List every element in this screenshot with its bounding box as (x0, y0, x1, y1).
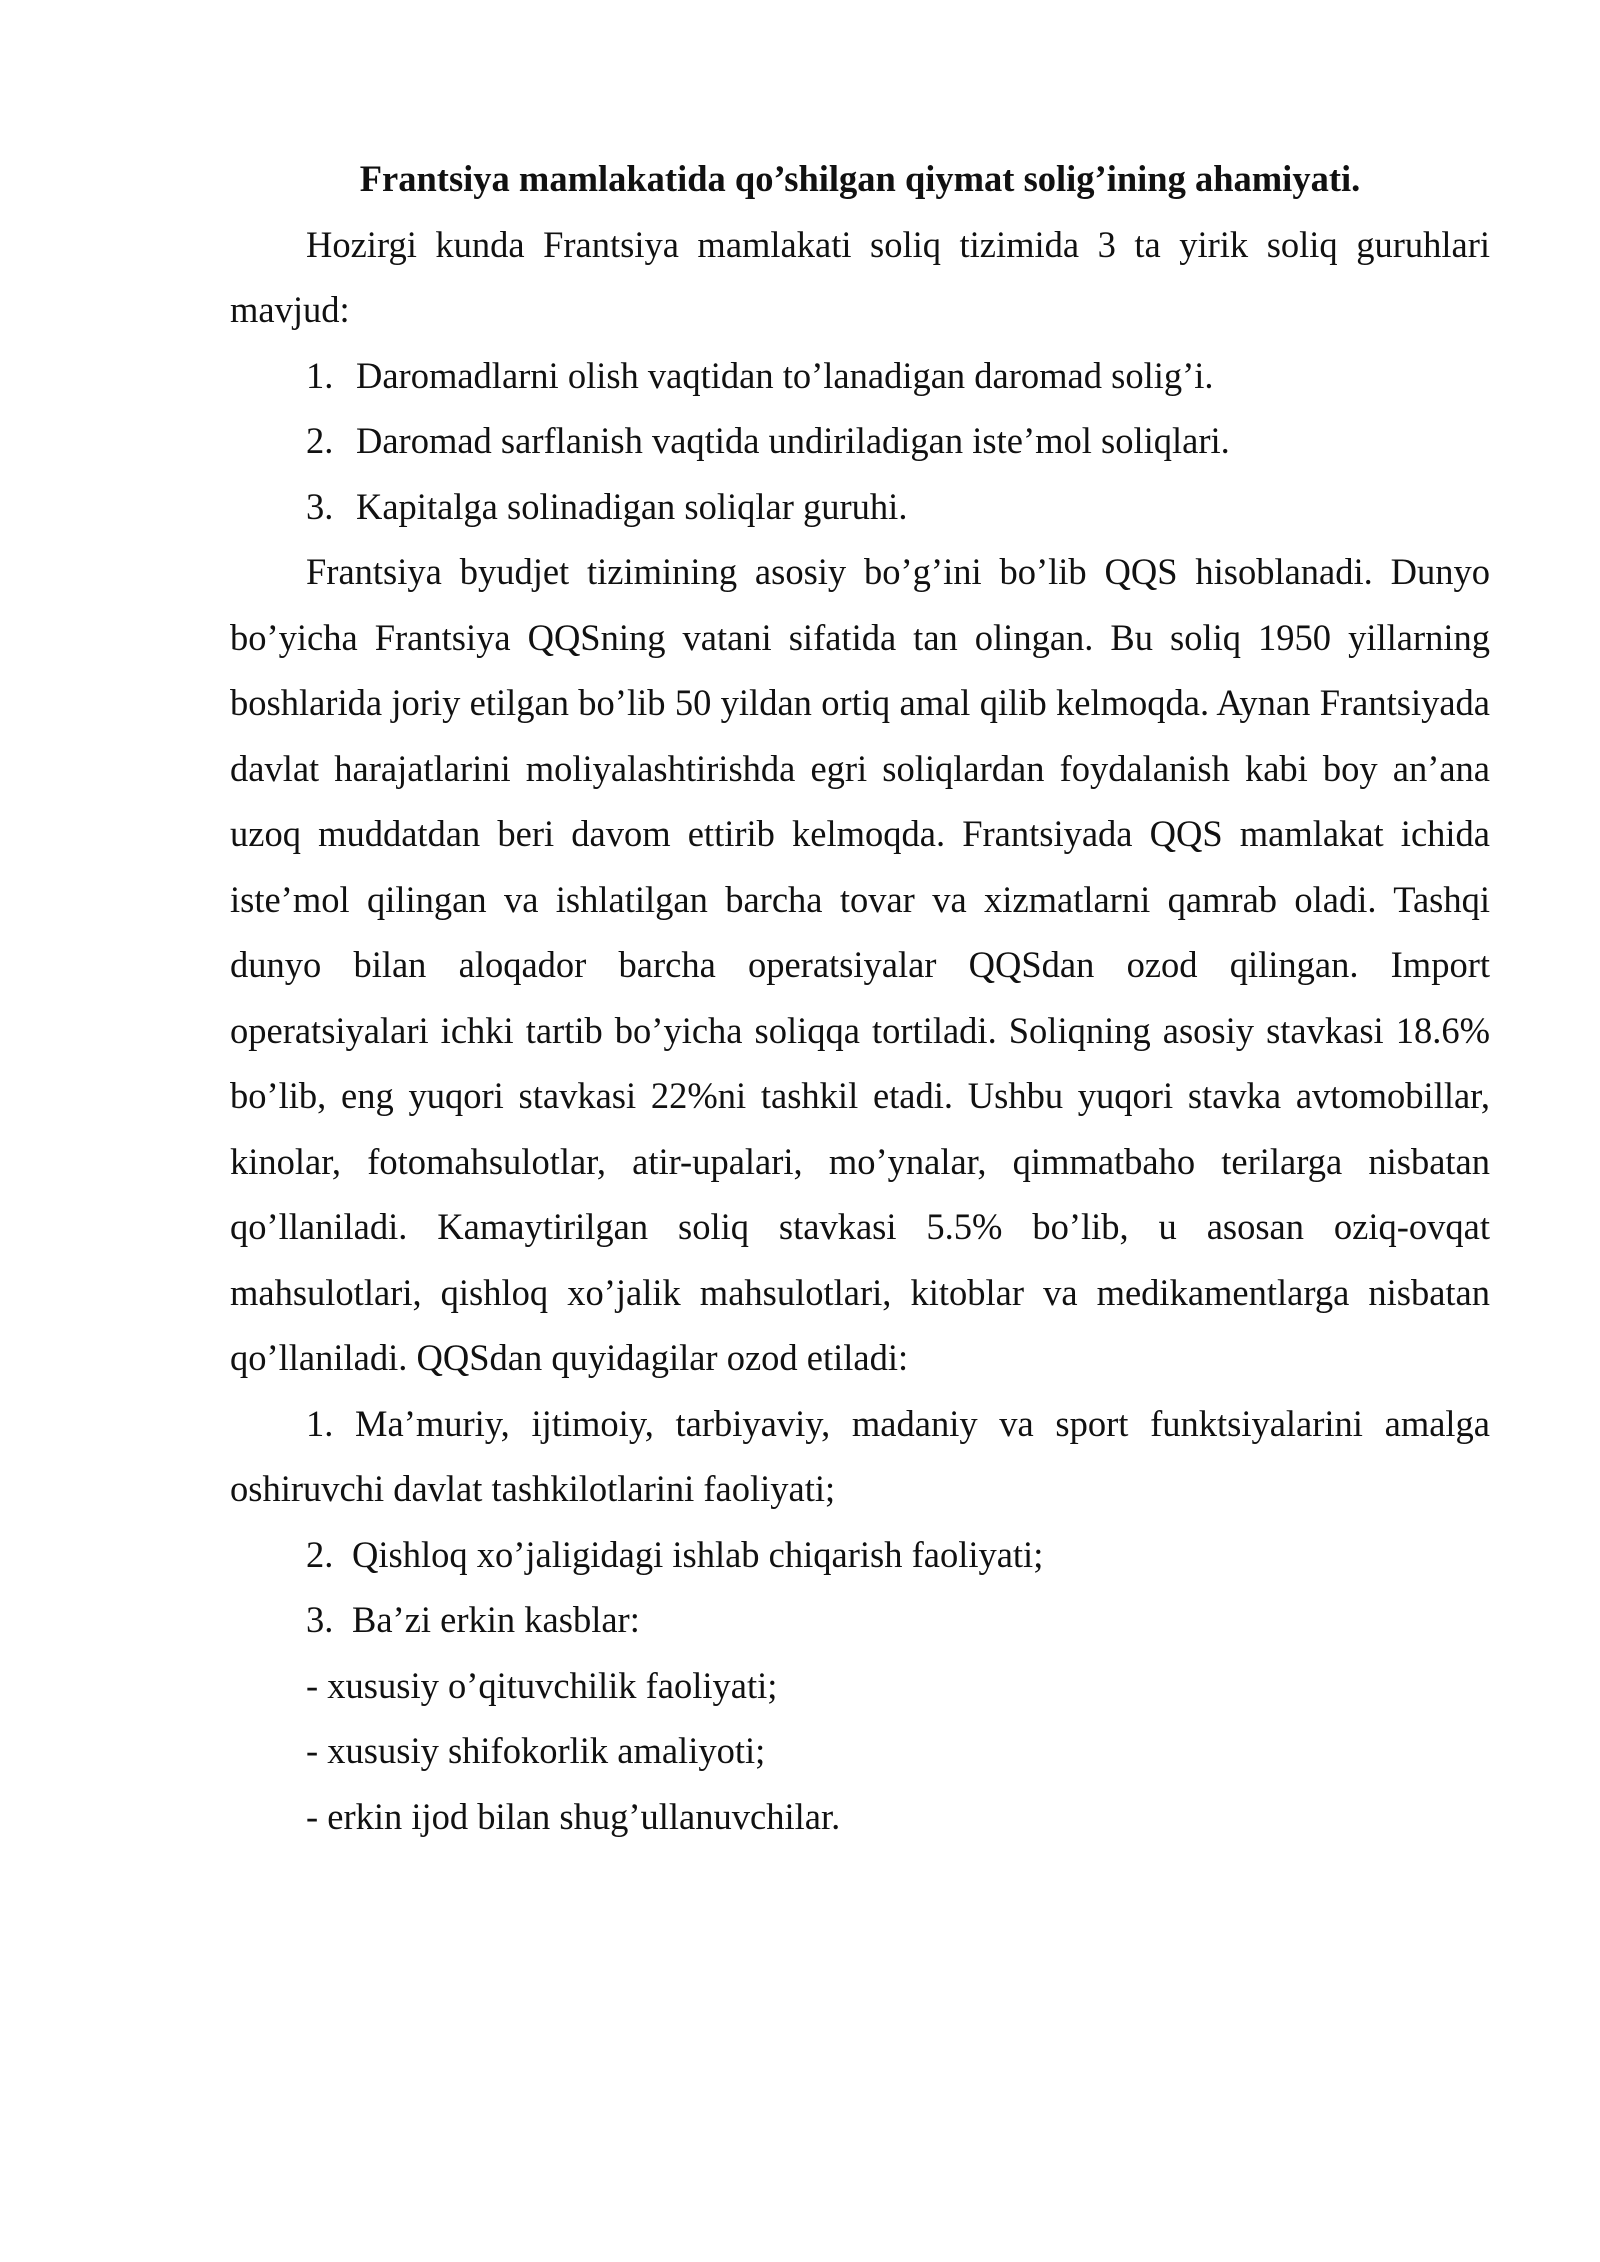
tax-group-item (230, 343, 1490, 409)
main-paragraph: Frantsiya byudjet tizimining asosiy bo’g’ini bo’lib QQS hisoblanadi. Dunyo bo’yicha Frantsiya QQSning vatani sifatida tan olingan. Bu soliq 1950 yillarning boshlarida joriy etilgan bo’lib 50 yildan ortiq amal qilib kelmoqda. Aynan Frantsiyada davlat harajatlarini moliyalashtirishda egri soliqlardan foydalanish kabi boy an’ana uzoq muddatdan beri davom ettirib kelmoqda. Frantsiyada QQS mamlakat ichida iste’mol qilingan va ishlatilgan barcha tovar va xizmatlarni qamrab oladi. Tashqi dunyo bilan aloqador barcha operatsiyalar QQSdan ozod qilingan. Import operatsiyalari ichki tartib bo’yicha soliqqa tortiladi. Soliqning asosiy stavkasi 18.6% bo’lib, eng yuqori stavkasi 22%ni tashkil etadi. Ushbu yuqori stavka avtomobillar, kinolar, fotomahsulotlar, atir-upalari, mo’ynalar, qimmatbaho terilarga nisbatan qo’llaniladi. Kamaytirilgan soliq stavkasi 5.5% bo’lib, u asosan oziq-ovqat mahsulotlari, qishloq xo’jalik mahsulotlari, kitoblar va medikamentlarga nisbatan qo’llaniladi. QQSdan quyidagilar ozod etiladi: (230, 551, 1490, 1378)
list-text: Daromad sarflanish vaqtida undiriladigan iste’mol soliqlari. (356, 420, 1230, 461)
exemption-item: 1. Ma’muriy, ijtimoiy, tarbiyaviy, madaniy va sport funktsiyalarini amalga oshiruvchi davlat tashkilotlarini faoliyati; (230, 1402, 1490, 1509)
exemption-item (230, 1587, 1490, 1653)
document-body (230, 146, 1490, 1849)
profession-item: - xususiy shifokorlik amaliyoti; (306, 1730, 766, 1771)
intro-paragraph: Hozirgi kunda Frantsiya mamlakati soliq tizimida 3 ta yirik soliq guruhlari mavjud: (230, 223, 1490, 330)
list-text: Ba’zi erkin kasblar: (352, 1599, 640, 1640)
list-text: Daromadlarni olish vaqtidan to’lanadigan daromad solig’i. (356, 354, 1214, 396)
profession-item: - erkin ijod bilan shug’ullanuvchilar. (306, 1795, 841, 1837)
list-number: 2. (306, 1533, 334, 1575)
list-text: Qishloq xo’jaligidagi ishlab chiqarish faoliyati; (352, 1533, 1044, 1575)
exemption-item (230, 1522, 1490, 1588)
list-number: 3. (306, 485, 334, 527)
tax-group-item (230, 408, 1490, 474)
profession-item: - xususiy o’qituvchilik faoliyati; (306, 1664, 778, 1706)
list-number: 2. (306, 420, 334, 461)
document-title: Frantsiya mamlakatida qo’shilgan qiymat solig’ining ahamiyati. (359, 158, 1361, 199)
list-number: 3. (306, 1599, 334, 1640)
list-number: 1. (306, 354, 334, 396)
tax-group-item (230, 474, 1490, 540)
list-text: Kapitalga solinadigan soliqlar guruhi. (356, 485, 908, 527)
